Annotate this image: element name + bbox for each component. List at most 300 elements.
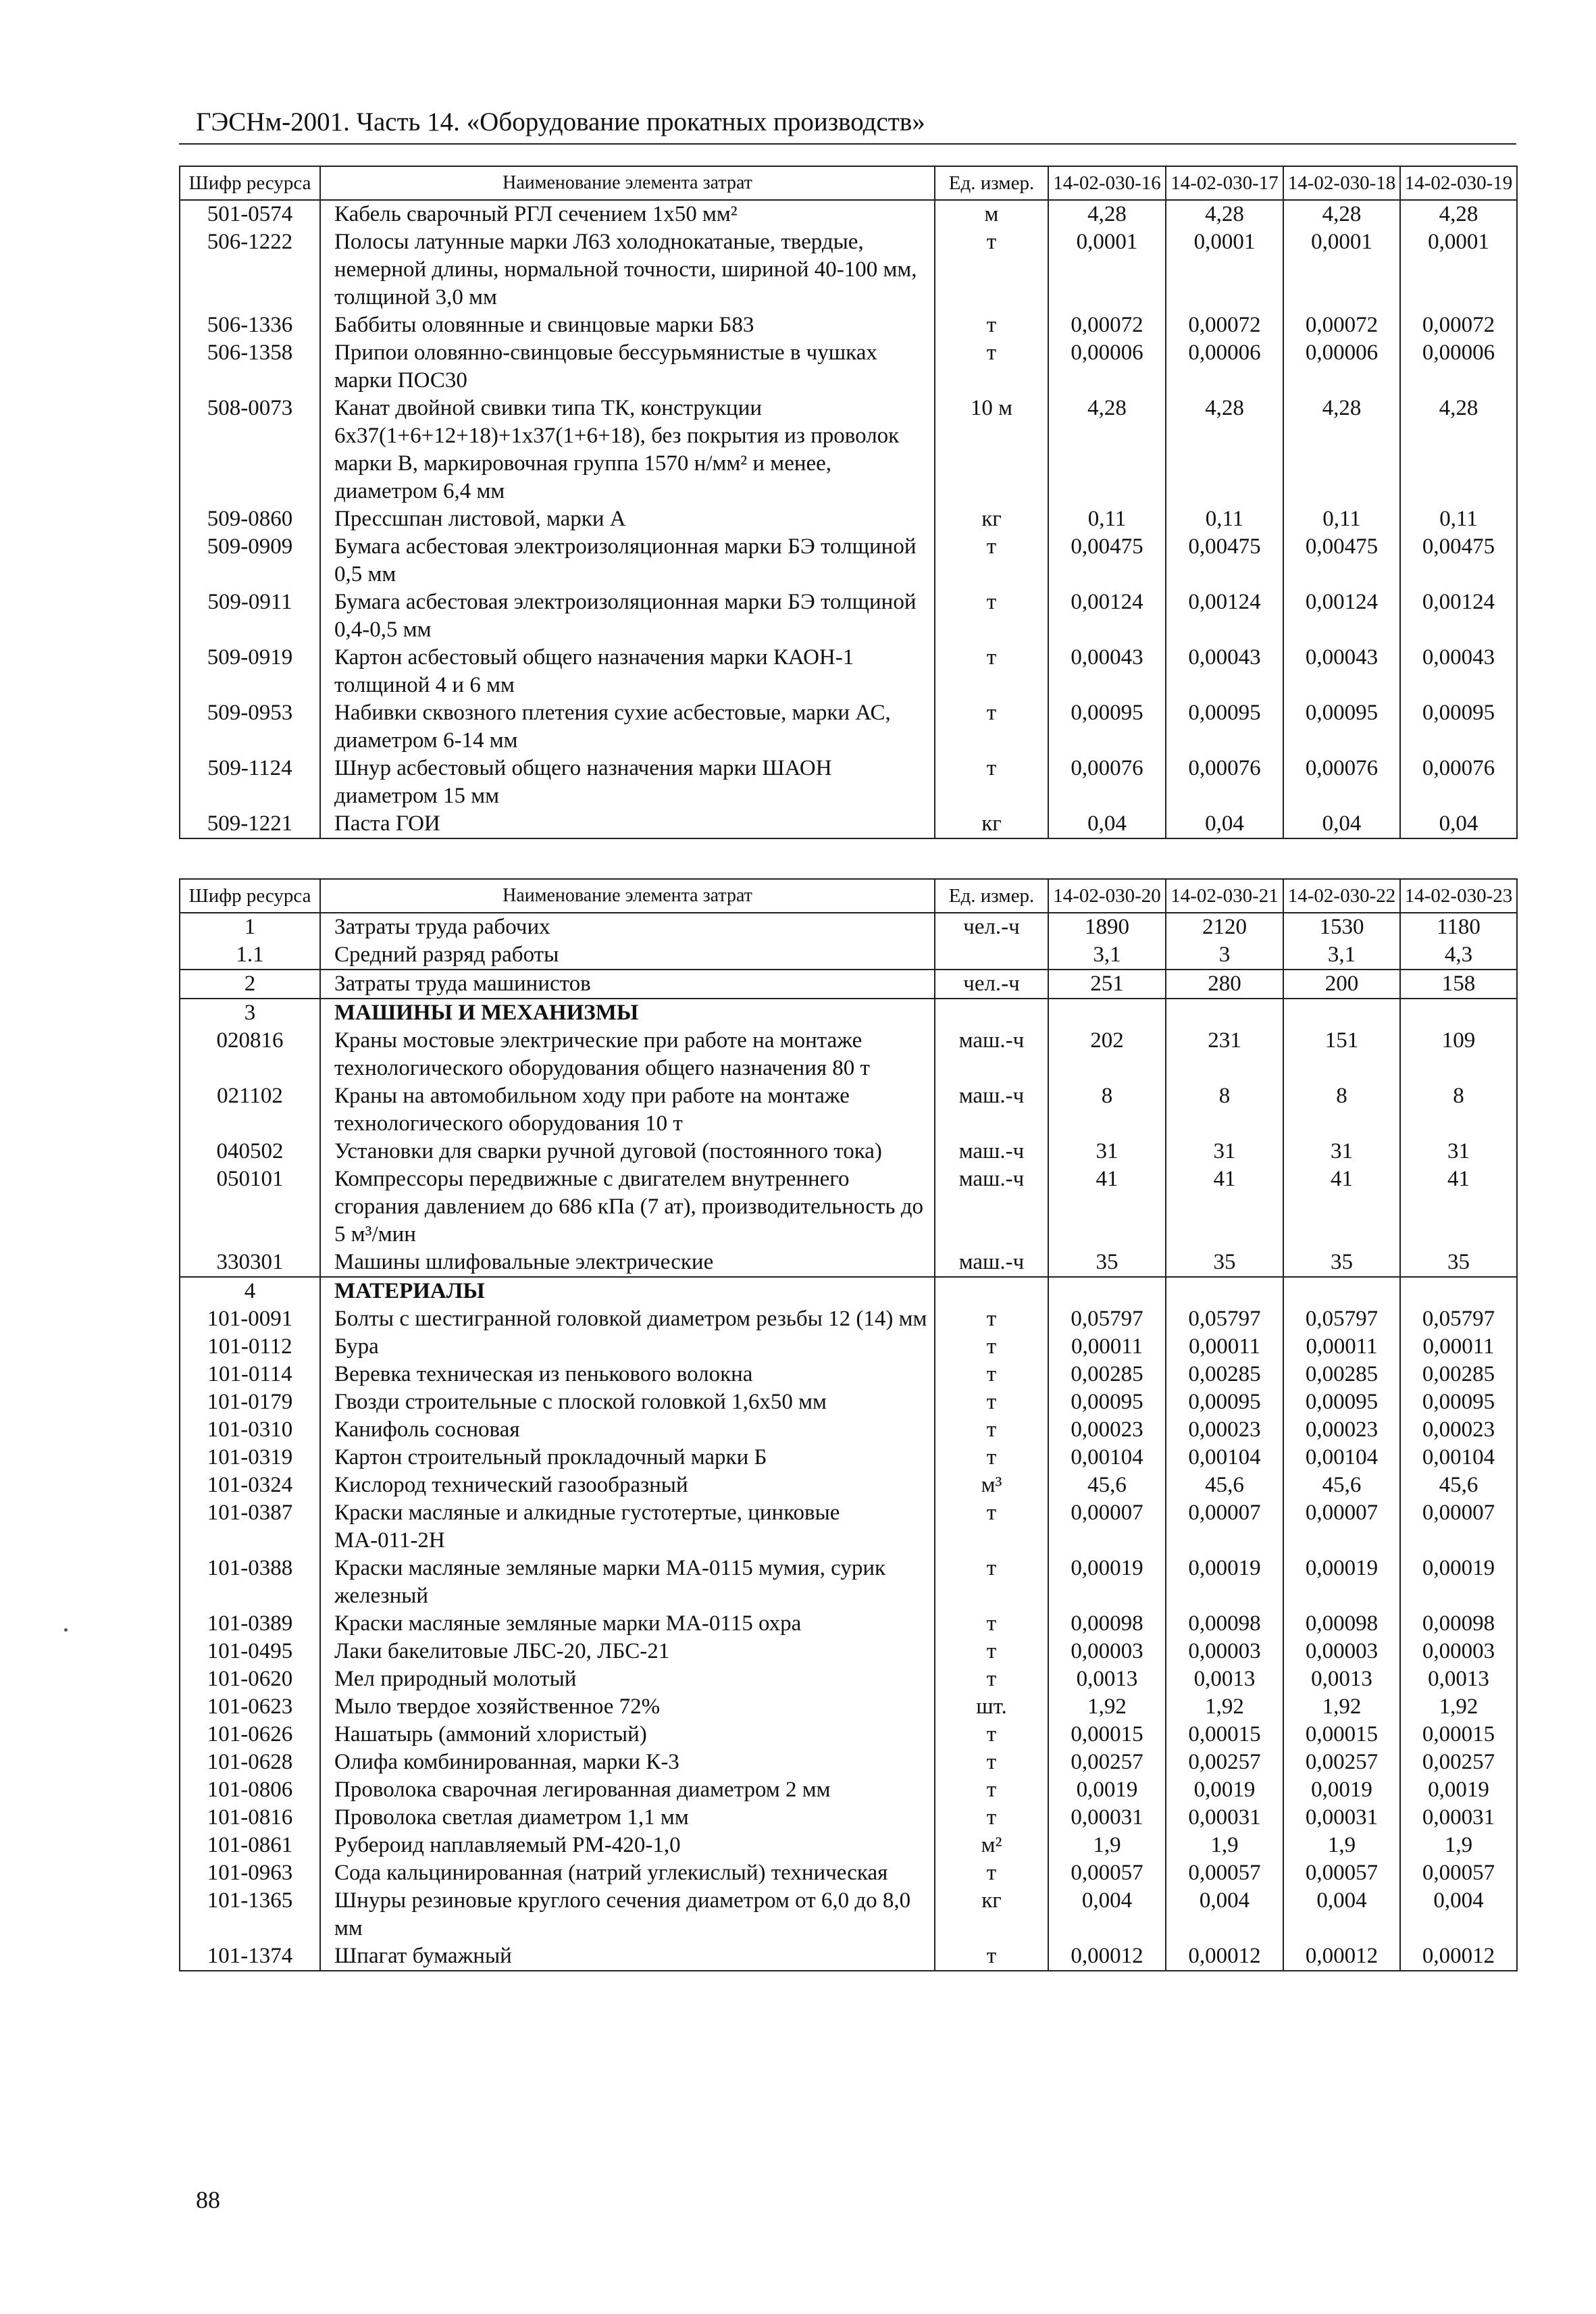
row-name: Бумага асбестовая электроизоляционная марки БЭ толщиной 0,5 мм: [320, 533, 935, 588]
row-value-1: 31: [1048, 1138, 1166, 1165]
row-value-1: 0,00006: [1048, 339, 1166, 395]
table-row: [180, 1138, 1517, 1165]
row-name: Машины шлифовальные электрические: [320, 1249, 935, 1277]
row-value-4: 4,28: [1400, 200, 1517, 228]
table-row: [180, 1749, 1517, 1776]
row-name: Кабель сварочный РГЛ сечением 1х50 мм²: [320, 200, 935, 228]
row-value-4: 0,00285: [1400, 1361, 1517, 1388]
row-code: 101-0861: [180, 1832, 320, 1859]
row-code: 2: [180, 970, 320, 999]
row-value-2: 0,00003: [1166, 1638, 1283, 1665]
header-code: Шифр ресурса: [180, 879, 320, 913]
table-row: [180, 1638, 1517, 1665]
row-value-3: 3,1: [1283, 941, 1400, 970]
table-row: [180, 644, 1517, 699]
row-code: 509-0909: [180, 533, 320, 588]
row-code: 101-0388: [180, 1555, 320, 1610]
row-value-1: 0,00057: [1048, 1859, 1166, 1887]
row-value-1: 35: [1048, 1249, 1166, 1277]
row-value-2: 0,00257: [1166, 1749, 1283, 1776]
row-value-4: 0,04: [1400, 810, 1517, 838]
row-value-1: 4,28: [1048, 395, 1166, 505]
row-name: Проволока светлая диаметром 1,1 мм: [320, 1804, 935, 1832]
row-value-3: 0,04: [1283, 810, 1400, 838]
row-value-2: 8: [1166, 1082, 1283, 1138]
table-row: [180, 200, 1517, 228]
row-value-4: 1,92: [1400, 1693, 1517, 1721]
row-code: 101-0114: [180, 1361, 320, 1388]
row-value-3: 0,00072: [1283, 311, 1400, 339]
row-value-1: 0,11: [1048, 505, 1166, 533]
row-unit: чел.-ч: [935, 970, 1048, 999]
table-2-body: [180, 913, 1517, 1971]
table-row: [180, 588, 1517, 644]
row-code: 101-0091: [180, 1305, 320, 1333]
row-value-3: 4,28: [1283, 395, 1400, 505]
row-value-4: 0,00257: [1400, 1749, 1517, 1776]
row-unit: т: [935, 1776, 1048, 1804]
row-name: МАТЕРИАЛЫ: [320, 1277, 935, 1305]
row-value-4: 45,6: [1400, 1472, 1517, 1499]
row-value-3: 0,00003: [1283, 1638, 1400, 1665]
row-value-3: 0,00124: [1283, 588, 1400, 644]
row-name: Сода кальцинированная (натрий углекислый) техническая: [320, 1859, 935, 1887]
table-row: [180, 1693, 1517, 1721]
row-value-3: 0,00007: [1283, 1499, 1400, 1555]
row-value-1: 251: [1048, 970, 1166, 999]
row-value-4: 0,00019: [1400, 1555, 1517, 1610]
row-name: Затраты труда рабочих: [320, 913, 935, 941]
row-value-1: 0,0019: [1048, 1776, 1166, 1804]
row-value-4: 4,28: [1400, 395, 1517, 505]
table-row: [180, 1165, 1517, 1249]
row-value-1: 0,00257: [1048, 1749, 1166, 1776]
row-value-1: 0,00285: [1048, 1361, 1166, 1388]
header-col-3: 14-02-030-22: [1283, 879, 1400, 913]
row-value-1: 3,1: [1048, 941, 1166, 970]
row-unit: т: [935, 1361, 1048, 1388]
table-row: [180, 1249, 1517, 1277]
header-code: Шифр ресурса: [180, 166, 320, 200]
row-value-3: 0,00015: [1283, 1721, 1400, 1749]
row-value-3: 0,004: [1283, 1887, 1400, 1942]
row-value-1: 0,0013: [1048, 1665, 1166, 1693]
row-value-2: 41: [1166, 1165, 1283, 1249]
row-value-1: 0,004: [1048, 1887, 1166, 1942]
row-value-2: 0,00006: [1166, 339, 1283, 395]
table-row: [180, 1472, 1517, 1499]
row-code: 506-1358: [180, 339, 320, 395]
row-value-3: 0,0001: [1283, 228, 1400, 311]
table-row: [180, 810, 1517, 838]
row-name: Рубероид наплавляемый РМ-420-1,0: [320, 1832, 935, 1859]
row-value-2: 0,00007: [1166, 1499, 1283, 1555]
row-value-2: 1,9: [1166, 1832, 1283, 1859]
row-value-1: 0,00104: [1048, 1444, 1166, 1472]
row-value-3: [1283, 1277, 1400, 1305]
row-value-2: 0,00015: [1166, 1721, 1283, 1749]
row-unit: т: [935, 1444, 1048, 1472]
row-value-3: 0,00098: [1283, 1610, 1400, 1638]
row-value-2: 0,11: [1166, 505, 1283, 533]
row-unit: маш.-ч: [935, 1082, 1048, 1138]
row-value-4: 8: [1400, 1082, 1517, 1138]
row-name: Лаки бакелитовые ЛБС-20, ЛБС-21: [320, 1638, 935, 1665]
row-value-2: 0,0001: [1166, 228, 1283, 311]
row-value-3: 41: [1283, 1165, 1400, 1249]
row-value-1: 0,00095: [1048, 699, 1166, 755]
table-row: [180, 1361, 1517, 1388]
row-name: Болты с шестигранной головкой диаметром резьбы 12 (14) мм: [320, 1305, 935, 1333]
page-number: 88: [196, 2186, 220, 2213]
row-code: 509-0919: [180, 644, 320, 699]
row-unit: кг: [935, 810, 1048, 838]
row-unit: м²: [935, 1832, 1048, 1859]
table-row: [180, 311, 1517, 339]
row-value-1: [1048, 999, 1166, 1027]
row-value-3: 4,28: [1283, 200, 1400, 228]
row-value-3: 0,00095: [1283, 699, 1400, 755]
row-unit: т: [935, 1416, 1048, 1444]
row-value-2: 0,0019: [1166, 1776, 1283, 1804]
row-value-4: 0,00124: [1400, 588, 1517, 644]
row-code: 020816: [180, 1027, 320, 1082]
row-name: Краны мостовые электрические при работе на монтаже технологического оборудования общего назначения 80 т: [320, 1027, 935, 1082]
row-value-4: 0,00057: [1400, 1859, 1517, 1887]
row-value-4: 0,00095: [1400, 1388, 1517, 1416]
row-value-1: [1048, 1277, 1166, 1305]
table-row: [180, 1388, 1517, 1416]
row-unit: т: [935, 755, 1048, 810]
row-value-1: 0,0001: [1048, 228, 1166, 311]
row-value-4: 4,3: [1400, 941, 1517, 970]
row-value-2: 3: [1166, 941, 1283, 970]
row-value-3: 0,00012: [1283, 1942, 1400, 1971]
row-unit: маш.-ч: [935, 1138, 1048, 1165]
row-value-2: 0,00072: [1166, 311, 1283, 339]
table-row: [180, 1416, 1517, 1444]
row-unit: т: [935, 1804, 1048, 1832]
row-value-1: 0,00076: [1048, 755, 1166, 810]
row-code: 509-0953: [180, 699, 320, 755]
row-value-1: 0,00003: [1048, 1638, 1166, 1665]
row-value-4: 1,9: [1400, 1832, 1517, 1859]
row-value-2: 0,00031: [1166, 1804, 1283, 1832]
row-code: 021102: [180, 1082, 320, 1138]
row-name: МАШИНЫ И МЕХАНИЗМЫ: [320, 999, 935, 1027]
row-name: Нашатырь (аммоний хлористый): [320, 1721, 935, 1749]
table-row: [180, 1555, 1517, 1610]
header-col-3: 14-02-030-18: [1283, 166, 1400, 200]
row-value-4: 31: [1400, 1138, 1517, 1165]
row-value-3: 200: [1283, 970, 1400, 999]
row-value-3: 45,6: [1283, 1472, 1400, 1499]
row-name: Набивки сквозного плетения сухие асбестовые, марки АС, диаметром 6-14 мм: [320, 699, 935, 755]
header-unit: Ед. измер.: [935, 879, 1048, 913]
table-header-row: [180, 879, 1517, 913]
row-code: 101-0495: [180, 1638, 320, 1665]
row-value-1: 0,00475: [1048, 533, 1166, 588]
table-row: [180, 1305, 1517, 1333]
row-value-2: 0,00011: [1166, 1333, 1283, 1361]
table-row: [180, 1942, 1517, 1971]
header-name: Наименование элемента затрат: [320, 166, 935, 200]
row-value-2: 0,00019: [1166, 1555, 1283, 1610]
row-unit: т: [935, 699, 1048, 755]
row-value-2: 0,05797: [1166, 1305, 1283, 1333]
row-value-4: 158: [1400, 970, 1517, 999]
row-value-4: 0,00006: [1400, 339, 1517, 395]
table-row: [180, 1776, 1517, 1804]
row-unit: т: [935, 533, 1048, 588]
row-name: Бумага асбестовая электроизоляционная марки БЭ толщиной 0,4-0,5 мм: [320, 588, 935, 644]
row-value-3: 1,92: [1283, 1693, 1400, 1721]
row-code: 506-1222: [180, 228, 320, 311]
row-value-1: 45,6: [1048, 1472, 1166, 1499]
row-unit: т: [935, 644, 1048, 699]
resource-table-1: [179, 166, 1518, 839]
table-row: [180, 339, 1517, 395]
row-value-4: 0,00012: [1400, 1942, 1517, 1971]
table-row: [180, 913, 1517, 941]
row-value-1: 0,00019: [1048, 1555, 1166, 1610]
row-value-2: 0,00098: [1166, 1610, 1283, 1638]
row-value-2: 280: [1166, 970, 1283, 999]
row-code: 4: [180, 1277, 320, 1305]
row-name: Баббиты оловянные и свинцовые марки Б83: [320, 311, 935, 339]
row-unit: кг: [935, 1887, 1048, 1942]
row-value-1: 0,05797: [1048, 1305, 1166, 1333]
row-value-3: 35: [1283, 1249, 1400, 1277]
row-value-1: 0,00072: [1048, 311, 1166, 339]
row-value-4: 41: [1400, 1165, 1517, 1249]
row-value-2: 0,0013: [1166, 1665, 1283, 1693]
table-row: [180, 1665, 1517, 1693]
page-header: ГЭСНм-2001. Часть 14. «Оборудование прокатных производств»: [196, 107, 925, 136]
row-code: 3: [180, 999, 320, 1027]
row-value-2: [1166, 1277, 1283, 1305]
table-row: [180, 1444, 1517, 1472]
row-unit: 10 м: [935, 395, 1048, 505]
header-col-2: 14-02-030-21: [1166, 879, 1283, 913]
row-code: 101-0620: [180, 1665, 320, 1693]
row-name: Краски масляные земляные марки МА-0115 мумия, сурик железный: [320, 1555, 935, 1610]
row-value-2: 45,6: [1166, 1472, 1283, 1499]
row-name: Полосы латунные марки Л63 холоднокатаные, твердые, немерной длины, нормальной точности, шириной 40-100 мм, толщиной 3,0 мм: [320, 228, 935, 311]
table-row: [180, 941, 1517, 970]
row-unit: т: [935, 1665, 1048, 1693]
row-unit: [935, 941, 1048, 970]
row-name: Краны на автомобильном ходу при работе на монтаже технологического оборудования 10 т: [320, 1082, 935, 1138]
row-value-4: 1180: [1400, 913, 1517, 941]
row-code: 040502: [180, 1138, 320, 1165]
row-value-2: 0,00023: [1166, 1416, 1283, 1444]
header-col-2: 14-02-030-17: [1166, 166, 1283, 200]
table-row: [180, 755, 1517, 810]
row-value-3: 0,0013: [1283, 1665, 1400, 1693]
row-value-4: 0,00104: [1400, 1444, 1517, 1472]
resource-table-2: [179, 878, 1518, 1971]
row-value-2: 35: [1166, 1249, 1283, 1277]
row-value-2: 4,28: [1166, 395, 1283, 505]
row-name: Установки для сварки ручной дуговой (постоянного тока): [320, 1138, 935, 1165]
row-name: Картон асбестовый общего назначения марки КАОН-1 толщиной 4 и 6 мм: [320, 644, 935, 699]
row-value-2: 0,00095: [1166, 1388, 1283, 1416]
row-code: 330301: [180, 1249, 320, 1277]
row-value-1: 1,9: [1048, 1832, 1166, 1859]
header-col-1: 14-02-030-20: [1048, 879, 1166, 913]
header-col-1: 14-02-030-16: [1048, 166, 1166, 200]
row-name: Шнуры резиновые круглого сечения диаметром от 6,0 до 8,0 мм: [320, 1887, 935, 1942]
row-value-2: 0,00012: [1166, 1942, 1283, 1971]
row-value-4: 109: [1400, 1027, 1517, 1082]
row-value-2: 0,04: [1166, 810, 1283, 838]
row-value-2: 0,004: [1166, 1887, 1283, 1942]
row-value-4: 0,00043: [1400, 644, 1517, 699]
row-value-4: 0,00015: [1400, 1721, 1517, 1749]
row-value-1: 0,00098: [1048, 1610, 1166, 1638]
row-value-1: 0,00012: [1048, 1942, 1166, 1971]
margin-mark: [64, 1628, 68, 1632]
header-unit: Ед. измер.: [935, 166, 1048, 200]
row-name: Краски масляные земляные марки МА-0115 охра: [320, 1610, 935, 1638]
row-unit: [935, 999, 1048, 1027]
row-name: Мыло твердое хозяйственное 72%: [320, 1693, 935, 1721]
row-name: Средний разряд работы: [320, 941, 935, 970]
row-value-4: 0,0013: [1400, 1665, 1517, 1693]
row-unit: т: [935, 339, 1048, 395]
row-unit: т: [935, 1610, 1048, 1638]
row-unit: чел.-ч: [935, 913, 1048, 941]
row-value-2: 31: [1166, 1138, 1283, 1165]
row-unit: маш.-ч: [935, 1027, 1048, 1082]
table-row: [180, 395, 1517, 505]
header-rule: [179, 143, 1516, 145]
row-value-4: 0,00076: [1400, 755, 1517, 810]
row-name: Прессшпан листовой, марки А: [320, 505, 935, 533]
row-name: Веревка техническая из пенькового волокна: [320, 1361, 935, 1388]
row-value-4: [1400, 1277, 1517, 1305]
row-value-4: 0,0019: [1400, 1776, 1517, 1804]
table-row: [180, 1887, 1517, 1942]
row-value-1: 0,00095: [1048, 1388, 1166, 1416]
row-unit: кг: [935, 505, 1048, 533]
row-unit: маш.-ч: [935, 1249, 1048, 1277]
row-unit: шт.: [935, 1693, 1048, 1721]
row-value-1: 1890: [1048, 913, 1166, 941]
row-code: 509-1124: [180, 755, 320, 810]
row-code: 1: [180, 913, 320, 941]
row-code: 509-0860: [180, 505, 320, 533]
row-code: 101-1374: [180, 1942, 320, 1971]
row-code: 1.1: [180, 941, 320, 970]
row-name: Затраты труда машинистов: [320, 970, 935, 999]
row-value-2: 0,00095: [1166, 699, 1283, 755]
row-unit: т: [935, 311, 1048, 339]
table-row: [180, 999, 1517, 1027]
row-unit: т: [935, 1638, 1048, 1665]
row-code: 101-0628: [180, 1749, 320, 1776]
row-code: 101-0963: [180, 1859, 320, 1887]
row-name: Компрессоры передвижные с двигателем внутреннего сгорания давлением до 686 кПа (7 ат), производительность до 5 м³/мин: [320, 1165, 935, 1249]
row-value-4: 0,004: [1400, 1887, 1517, 1942]
row-code: 101-0310: [180, 1416, 320, 1444]
table-header-row: [180, 166, 1517, 200]
row-value-1: 202: [1048, 1027, 1166, 1082]
row-name: Канифоль сосновая: [320, 1416, 935, 1444]
row-value-4: 0,00003: [1400, 1638, 1517, 1665]
table-row: [180, 1804, 1517, 1832]
row-name: Канат двойной свивки типа ТК, конструкции 6х37(1+6+12+18)+1х37(1+6+18), без покрытия из проволок марки В, маркировочная группа 1570 н/мм² и менее, диаметром 6,4 мм: [320, 395, 935, 505]
table-row: [180, 1610, 1517, 1638]
row-value-2: 231: [1166, 1027, 1283, 1082]
row-unit: м³: [935, 1472, 1048, 1499]
row-code: 101-0324: [180, 1472, 320, 1499]
row-unit: т: [935, 1859, 1048, 1887]
row-value-3: 8: [1283, 1082, 1400, 1138]
table-row: [180, 1027, 1517, 1082]
row-value-3: 0,00285: [1283, 1361, 1400, 1388]
row-value-2: 2120: [1166, 913, 1283, 941]
row-value-2: 0,00043: [1166, 644, 1283, 699]
table-row: [180, 505, 1517, 533]
row-name: Гвозди строительные с плоской головкой 1,6х50 мм: [320, 1388, 935, 1416]
row-value-4: 0,00023: [1400, 1416, 1517, 1444]
row-value-3: 0,00006: [1283, 339, 1400, 395]
row-value-3: 0,00011: [1283, 1333, 1400, 1361]
row-code: 101-0179: [180, 1388, 320, 1416]
row-code: 050101: [180, 1165, 320, 1249]
row-value-1: 0,00031: [1048, 1804, 1166, 1832]
row-value-3: 151: [1283, 1027, 1400, 1082]
row-value-3: 1,9: [1283, 1832, 1400, 1859]
row-name: Картон строительный прокладочный марки Б: [320, 1444, 935, 1472]
row-code: 501-0574: [180, 200, 320, 228]
table-row: [180, 1277, 1517, 1305]
table-row: [180, 533, 1517, 588]
row-value-2: 0,00104: [1166, 1444, 1283, 1472]
row-value-2: 1,92: [1166, 1693, 1283, 1721]
row-value-1: 8: [1048, 1082, 1166, 1138]
row-code: 101-1365: [180, 1887, 320, 1942]
row-value-4: 0,11: [1400, 505, 1517, 533]
row-code: 101-0626: [180, 1721, 320, 1749]
header-col-4: 14-02-030-19: [1400, 166, 1517, 200]
row-value-4: [1400, 999, 1517, 1027]
row-name: Краски масляные и алкидные густотертые, цинковые МА-011-2Н: [320, 1499, 935, 1555]
row-code: 506-1336: [180, 311, 320, 339]
row-name: Шпагат бумажный: [320, 1942, 935, 1971]
table-row: [180, 1721, 1517, 1749]
table-row: [180, 228, 1517, 311]
row-value-4: 0,00007: [1400, 1499, 1517, 1555]
row-value-4: 0,00095: [1400, 699, 1517, 755]
row-value-1: 0,00011: [1048, 1333, 1166, 1361]
row-value-4: 35: [1400, 1249, 1517, 1277]
row-value-2: 0,00475: [1166, 533, 1283, 588]
row-value-1: 0,00007: [1048, 1499, 1166, 1555]
row-value-1: 0,00043: [1048, 644, 1166, 699]
row-value-3: 0,00104: [1283, 1444, 1400, 1472]
row-value-4: 0,00031: [1400, 1804, 1517, 1832]
row-name: Олифа комбинированная, марки К-3: [320, 1749, 935, 1776]
header-name: Наименование элемента затрат: [320, 879, 935, 913]
row-value-1: 0,00023: [1048, 1416, 1166, 1444]
row-value-3: 0,00475: [1283, 533, 1400, 588]
table-row: [180, 1082, 1517, 1138]
row-unit: т: [935, 1721, 1048, 1749]
row-value-3: 0,05797: [1283, 1305, 1400, 1333]
